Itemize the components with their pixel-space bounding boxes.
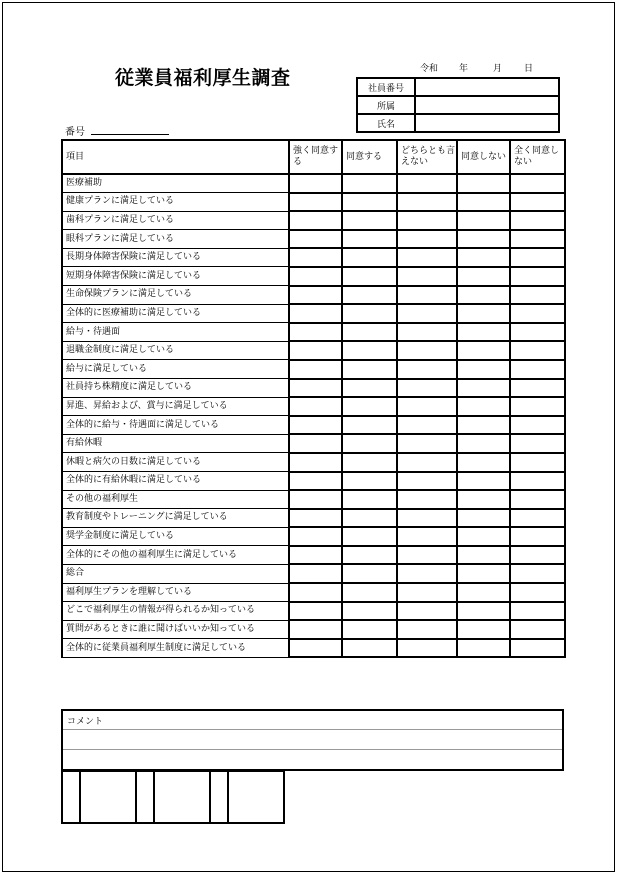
answer-cell xyxy=(510,434,565,453)
answer-cell xyxy=(397,564,457,583)
answer-cell[interactable] xyxy=(342,304,397,323)
info-row xyxy=(357,96,559,114)
answer-cell[interactable] xyxy=(510,453,565,472)
answer-cell[interactable] xyxy=(289,453,342,472)
survey-sheet xyxy=(2,2,615,872)
answer-cell[interactable] xyxy=(457,230,510,249)
stamp-cell[interactable] xyxy=(80,771,136,823)
answer-cell[interactable] xyxy=(342,341,397,360)
section-label: 医療補助 xyxy=(62,174,289,193)
item-label: 眼科プランに満足している xyxy=(62,230,289,249)
item-label: 奨学金制度に満足している xyxy=(62,527,289,546)
answer-cell[interactable] xyxy=(289,211,342,230)
info-row xyxy=(357,78,559,96)
table-row xyxy=(62,248,565,267)
table-row xyxy=(62,602,565,621)
table-row xyxy=(62,193,565,212)
page-title: 従業員福利厚生調査 xyxy=(115,67,291,89)
answer-cell[interactable] xyxy=(342,509,397,528)
answer-cell[interactable] xyxy=(289,527,342,546)
answer-cell[interactable] xyxy=(457,639,510,658)
answer-cell[interactable] xyxy=(289,267,342,286)
answer-cell xyxy=(510,490,565,509)
info-label: 社員番号 xyxy=(357,78,415,96)
stamp-label-cell xyxy=(136,771,154,823)
answer-cell xyxy=(289,490,342,509)
answer-cell[interactable] xyxy=(457,379,510,398)
info-value-field[interactable] xyxy=(415,114,559,132)
answer-cell[interactable] xyxy=(457,546,510,565)
answer-cell[interactable] xyxy=(342,211,397,230)
answer-cell[interactable] xyxy=(342,453,397,472)
answer-cell[interactable] xyxy=(510,527,565,546)
answer-cell[interactable] xyxy=(342,267,397,286)
table-row xyxy=(62,211,565,230)
answer-cell[interactable] xyxy=(397,286,457,305)
answer-cell[interactable] xyxy=(510,397,565,416)
number-field[interactable] xyxy=(91,134,169,135)
answer-cell[interactable] xyxy=(342,397,397,416)
table-row xyxy=(62,620,565,639)
answer-cell[interactable] xyxy=(397,341,457,360)
answer-cell[interactable] xyxy=(510,620,565,639)
answer-cell[interactable] xyxy=(397,397,457,416)
answer-cell[interactable] xyxy=(397,453,457,472)
comment-line xyxy=(63,729,562,730)
table-row xyxy=(62,379,565,398)
answer-cell xyxy=(510,323,565,342)
stamp-boxes xyxy=(61,770,285,824)
answer-cell[interactable] xyxy=(397,304,457,323)
section-label: その他の福利厚生 xyxy=(62,490,289,509)
table-row xyxy=(62,453,565,472)
stamp-label-cell xyxy=(210,771,228,823)
employee-info-table xyxy=(356,77,560,133)
item-label: 健康プランに満足している xyxy=(62,193,289,212)
answer-cell[interactable] xyxy=(289,360,342,379)
answer-cell[interactable] xyxy=(397,546,457,565)
answer-cell xyxy=(457,564,510,583)
section-row xyxy=(62,323,565,342)
answer-cell[interactable] xyxy=(457,509,510,528)
answer-cell[interactable] xyxy=(397,602,457,621)
answer-cell[interactable] xyxy=(342,527,397,546)
comment-label: コメント xyxy=(67,717,104,727)
answer-cell[interactable] xyxy=(457,583,510,602)
answer-cell[interactable] xyxy=(289,546,342,565)
answer-cell xyxy=(289,323,342,342)
item-label: 教育制度やトレーニングに満足している xyxy=(62,509,289,528)
item-label: 質問があるときに誰に聞けばいいか知っている xyxy=(62,620,289,639)
table-row xyxy=(62,360,565,379)
answer-cell[interactable] xyxy=(457,397,510,416)
answer-cell[interactable] xyxy=(397,379,457,398)
answer-cell xyxy=(457,323,510,342)
date-month: 月 xyxy=(493,64,503,74)
answer-cell[interactable] xyxy=(397,639,457,658)
item-label: 歯科プランに満足している xyxy=(62,211,289,230)
stamp-cell[interactable] xyxy=(228,771,284,823)
section-label: 有給休暇 xyxy=(62,434,289,453)
answer-cell xyxy=(342,490,397,509)
answer-cell[interactable] xyxy=(397,527,457,546)
table-row xyxy=(62,304,565,323)
section-label: 給与・待遇面 xyxy=(62,323,289,342)
answer-cell[interactable] xyxy=(289,602,342,621)
answer-cell[interactable] xyxy=(510,546,565,565)
item-label: 休暇と病欠の日数に満足している xyxy=(62,453,289,472)
stamp-cell[interactable] xyxy=(154,771,210,823)
answer-cell xyxy=(342,434,397,453)
answer-cell[interactable] xyxy=(342,248,397,267)
answer-cell[interactable] xyxy=(510,416,565,435)
answer-cell[interactable] xyxy=(397,267,457,286)
answer-cell[interactable] xyxy=(397,583,457,602)
section-label: 総合 xyxy=(62,564,289,583)
answer-cell[interactable] xyxy=(397,509,457,528)
survey-table xyxy=(61,139,566,658)
item-label: 生命保険プランに満足している xyxy=(62,286,289,305)
item-label: 短期身体障害保険に満足している xyxy=(62,267,289,286)
answer-cell[interactable] xyxy=(457,341,510,360)
answer-cell[interactable] xyxy=(397,360,457,379)
answer-cell[interactable] xyxy=(510,583,565,602)
answer-cell[interactable] xyxy=(289,416,342,435)
answer-cell xyxy=(397,490,457,509)
answer-cell[interactable] xyxy=(510,211,565,230)
answer-cell[interactable] xyxy=(397,248,457,267)
item-label: 社員持ち株精度に満足している xyxy=(62,379,289,398)
answer-cell xyxy=(289,174,342,193)
answer-cell xyxy=(510,564,565,583)
table-row xyxy=(62,286,565,305)
item-label: 長期身体障害保険に満足している xyxy=(62,248,289,267)
answer-cell xyxy=(510,174,565,193)
answer-cell[interactable] xyxy=(457,360,510,379)
answer-cell xyxy=(342,174,397,193)
answer-cell[interactable] xyxy=(510,267,565,286)
answer-cell[interactable] xyxy=(342,230,397,249)
info-value-field[interactable] xyxy=(415,96,559,114)
answer-cell[interactable] xyxy=(397,472,457,491)
table-row xyxy=(62,583,565,602)
table-row xyxy=(62,546,565,565)
table-row xyxy=(62,341,565,360)
date-day: 日 xyxy=(524,64,534,74)
answer-cell[interactable] xyxy=(289,509,342,528)
answer-cell[interactable] xyxy=(510,509,565,528)
item-label: 全体的に従業員福利厚生制度に満足している xyxy=(62,639,289,658)
answer-cell[interactable] xyxy=(342,360,397,379)
answer-cell[interactable] xyxy=(397,416,457,435)
answer-cell[interactable] xyxy=(510,341,565,360)
answer-cell[interactable] xyxy=(397,193,457,212)
info-row xyxy=(357,114,559,132)
column-header: 同意する xyxy=(342,140,397,174)
item-label: 全体的にその他の福利厚生に満足している xyxy=(62,546,289,565)
column-header: 全く同意しない xyxy=(510,140,565,174)
answer-cell[interactable] xyxy=(510,230,565,249)
answer-cell[interactable] xyxy=(289,230,342,249)
column-header: 同意しない xyxy=(457,140,510,174)
answer-cell xyxy=(457,174,510,193)
table-row xyxy=(62,397,565,416)
answer-cell[interactable] xyxy=(457,453,510,472)
column-header: 強く同意する xyxy=(289,140,342,174)
answer-cell[interactable] xyxy=(457,527,510,546)
column-header: 項目 xyxy=(62,140,289,174)
answer-cell[interactable] xyxy=(457,602,510,621)
item-label: 退職金制度に満足している xyxy=(62,341,289,360)
info-label: 所属 xyxy=(357,96,415,114)
section-row xyxy=(62,564,565,583)
answer-cell[interactable] xyxy=(457,286,510,305)
answer-cell[interactable] xyxy=(510,602,565,621)
item-label: 福利厚生プランを理解している xyxy=(62,583,289,602)
answer-cell[interactable] xyxy=(289,248,342,267)
answer-cell xyxy=(397,434,457,453)
section-row xyxy=(62,434,565,453)
answer-cell[interactable] xyxy=(342,193,397,212)
answer-cell[interactable] xyxy=(510,379,565,398)
answer-cell[interactable] xyxy=(342,583,397,602)
answer-cell[interactable] xyxy=(289,397,342,416)
date-era: 令和 xyxy=(420,64,439,74)
answer-cell[interactable] xyxy=(457,267,510,286)
answer-cell[interactable] xyxy=(342,416,397,435)
section-row xyxy=(62,490,565,509)
answer-cell[interactable] xyxy=(342,286,397,305)
answer-cell[interactable] xyxy=(510,286,565,305)
answer-cell[interactable] xyxy=(457,416,510,435)
answer-cell[interactable] xyxy=(289,341,342,360)
answer-cell xyxy=(397,323,457,342)
table-row xyxy=(62,416,565,435)
comment-box[interactable] xyxy=(61,709,564,771)
answer-cell[interactable] xyxy=(289,193,342,212)
answer-cell[interactable] xyxy=(510,248,565,267)
answer-cell[interactable] xyxy=(510,472,565,491)
column-header: どちらとも言えない xyxy=(397,140,457,174)
table-row xyxy=(62,230,565,249)
answer-cell[interactable] xyxy=(397,230,457,249)
answer-cell[interactable] xyxy=(289,472,342,491)
item-label: 全体的に医療補助に満足している xyxy=(62,304,289,323)
answer-cell xyxy=(457,490,510,509)
answer-cell[interactable] xyxy=(289,639,342,658)
answer-cell[interactable] xyxy=(457,472,510,491)
item-label: どこで福利厚生の情報が得られるか知っている xyxy=(62,602,289,621)
answer-cell[interactable] xyxy=(342,379,397,398)
answer-cell xyxy=(342,564,397,583)
answer-cell[interactable] xyxy=(289,620,342,639)
answer-cell[interactable] xyxy=(457,193,510,212)
answer-cell xyxy=(342,323,397,342)
info-label: 氏名 xyxy=(357,114,415,132)
number-label: 番号 xyxy=(65,127,85,138)
item-label: 全体的に有給休暇に満足している xyxy=(62,472,289,491)
answer-cell[interactable] xyxy=(289,286,342,305)
answer-cell[interactable] xyxy=(342,472,397,491)
answer-cell[interactable] xyxy=(457,211,510,230)
answer-cell[interactable] xyxy=(510,304,565,323)
answer-cell[interactable] xyxy=(510,360,565,379)
header-row xyxy=(62,140,565,174)
table-row xyxy=(62,267,565,286)
answer-cell[interactable] xyxy=(342,620,397,639)
table-row xyxy=(62,472,565,491)
info-value-field[interactable] xyxy=(415,78,559,96)
comment-line xyxy=(63,749,562,750)
answer-cell[interactable] xyxy=(457,248,510,267)
answer-cell xyxy=(289,564,342,583)
item-label: 給与に満足している xyxy=(62,360,289,379)
answer-cell[interactable] xyxy=(289,583,342,602)
answer-cell xyxy=(397,174,457,193)
answer-cell xyxy=(457,434,510,453)
answer-cell[interactable] xyxy=(510,193,565,212)
item-label: 全体的に給与・待遇面に満足している xyxy=(62,416,289,435)
item-label: 昇進、昇給および、賞与に満足している xyxy=(62,397,289,416)
section-row xyxy=(62,174,565,193)
stamp-label-cell xyxy=(62,771,80,823)
answer-cell[interactable] xyxy=(457,620,510,639)
date-year: 年 xyxy=(459,64,469,74)
answer-cell[interactable] xyxy=(342,546,397,565)
table-row xyxy=(62,639,565,658)
answer-cell[interactable] xyxy=(457,304,510,323)
answer-cell xyxy=(289,434,342,453)
answer-cell[interactable] xyxy=(510,639,565,658)
table-row xyxy=(62,527,565,546)
table-row xyxy=(62,509,565,528)
answer-cell[interactable] xyxy=(342,602,397,621)
answer-cell[interactable] xyxy=(397,620,457,639)
answer-cell[interactable] xyxy=(342,639,397,658)
answer-cell[interactable] xyxy=(289,304,342,323)
answer-cell[interactable] xyxy=(397,211,457,230)
answer-cell[interactable] xyxy=(289,379,342,398)
